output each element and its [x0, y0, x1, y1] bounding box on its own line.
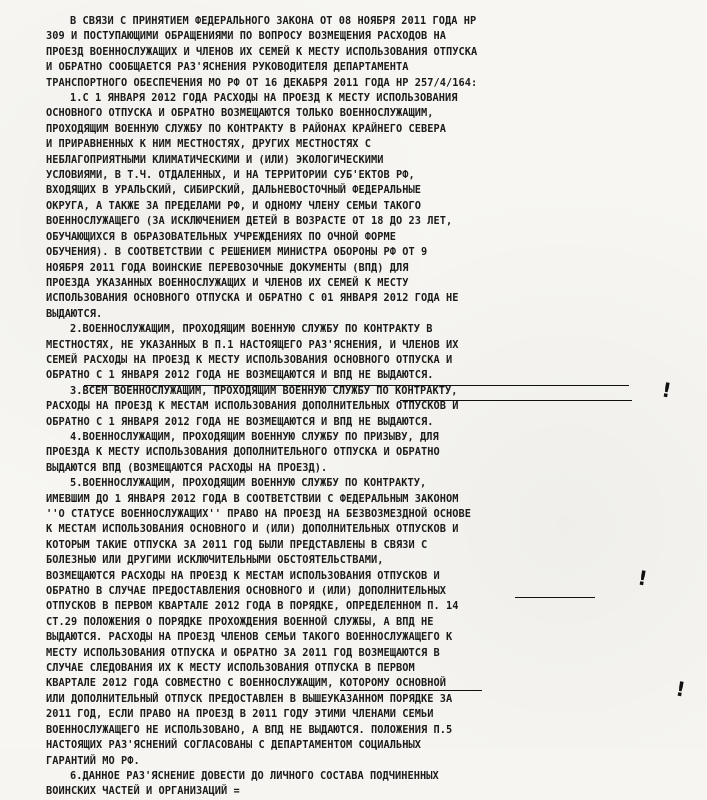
document-line: ОБРАТНО В СЛУЧАЕ ПРЕДОСТАВЛЕНИЯ ОСНОВНОГО И (ИЛИ) ДОПОЛНИТЕЛЬНЫХ — [46, 585, 446, 598]
document-line: КВАРТАЛЕ 2012 ГОДА СОВМЕСТНО С ВОЕННОСЛУЖАЩИМ, КОТОРОМУ ОСНОВНОЙ — [46, 677, 446, 690]
document-line: ОКРУГА, А ТАКЖЕ ЗА ПРЕДЕЛАМИ РФ, И ОДНОМУ ЧЛЕНУ СЕМЬИ ТАКОГО — [46, 199, 421, 212]
document-line: ГАРАНТИЙ МО РФ. — [46, 754, 140, 767]
document-line: ВОЕННОСЛУЖАЩЕГО (ЗА ИСКЛЮЧЕНИЕМ ДЕТЕЙ В ВОЗРАСТЕ ОТ 18 ДО 23 ЛЕТ, — [46, 215, 453, 228]
document-line: 1.С 1 ЯНВАРЯ 2012 ГОДА РАСХОДЫ НА ПРОЕЗД К МЕСТУ ИСПОЛЬЗОВАНИЯ — [70, 92, 458, 105]
document-line: ИСПОЛЬЗОВАНИЯ ОСНОВНОГО ОТПУСКА И ОБРАТНО С 01 ЯНВАРЯ 2012 ГОДА НЕ — [46, 292, 459, 305]
document-line: МЕСТУ ИСПОЛЬЗОВАНИЯ ОТПУСКА И ОБРАТНО ЗА 2011 ГОД ВОЗМЕЩАЮТСЯ В — [46, 646, 440, 659]
document-line: ОТПУСКОВ В ПЕРВОМ КВАРТАЛЕ 2012 ГОДА В ПОРЯДКЕ, ОПРЕДЕЛЕННОМ П. 14 — [46, 600, 459, 613]
paragraph-5 — [46, 476, 677, 769]
document-line: 2.ВОЕННОСЛУЖАЩИМ, ПРОХОДЯЩИМ ВОЕННУЮ СЛУЖБУ ПО КОНТРАКТУ В — [70, 323, 433, 336]
document-line: В СВЯЗИ С ПРИНЯТИЕМ ФЕДЕРАЛЬНОГО ЗАКОНА ОТ 08 НОЯБРЯ 2011 ГОДА НР — [70, 15, 477, 27]
document-line: СЛУЧАЕ СЛЕДОВАНИЯ ИХ К МЕСТУ ИСПОЛЬЗОВАНИЯ ОТПУСКА В ПЕРВОМ — [46, 662, 415, 675]
document-line: И ПРИРАВНЕННЫХ К НИМ МЕСТНОСТЯХ, ДРУГИХ МЕСТНОСТЯХ С — [46, 138, 371, 151]
document-line: ИМЕВШИМ ДО 1 ЯНВАРЯ 2012 ГОДА В СООТВЕТСТВИИ С ФЕДЕРАЛЬНЫМ ЗАКОНОМ — [46, 492, 459, 505]
document-line: ВЫДАЮТСЯ ВПД (ВОЗМЕЩАЮТСЯ РАСХОДЫ НА ПРОЕЗД). — [46, 461, 328, 474]
document-line: ВОЗМЕЩАЮТСЯ РАСХОДЫ НА ПРОЕЗД К МЕСТАМ ИСПОЛЬЗОВАНИЯ ОТПУСКОВ И — [46, 569, 440, 582]
margin-mark-3: ! — [673, 676, 688, 702]
paragraph-3 — [46, 384, 677, 430]
document-line: НАСТОЯЩИХ РАЗ'ЯСНЕНИЙ СОГЛАСОВАНЫ С ДЕПАРТАМЕНТОМ СОЦИАЛЬНЫХ — [46, 739, 421, 752]
document-line: ТРАНСПОРТНОГО ОБЕСПЕЧЕНИЯ МО РФ ОТ 16 ДЕКАБРЯ 2011 ГОДА НР 257/4/164: — [46, 76, 478, 89]
document-line: 5.ВОЕННОСЛУЖАЩИМ, ПРОХОДЯЩИМ ВОЕННУЮ СЛУЖБУ ПО КОНТРАКТУ, — [70, 477, 427, 490]
document-line: ПРОЕЗДА УКАЗАННЫХ ВОЕННОСЛУЖАЩИХ И ЧЛЕНОВ ИХ СЕМЕЙ К МЕСТУ — [46, 276, 409, 289]
paragraph-6 — [46, 769, 677, 800]
document-line: ВХОДЯЩИХ В УРАЛЬСКИЙ, СИБИРСКИЙ, ДАЛЬНЕВОСТОЧНЫЙ ФЕДЕРАЛЬНЫЕ — [46, 184, 421, 197]
document-line: ВОИНСКИХ ЧАСТЕЙ И ОРГАНИЗАЦИЙ = — [46, 785, 240, 798]
paragraph-intro — [46, 14, 677, 91]
document-line: ОБРАТНО С 1 ЯНВАРЯ 2012 ГОДА НЕ ВОЗМЕЩАЮТСЯ И ВПД НЕ ВЫДАЮТСЯ. — [46, 369, 434, 382]
document-line: НОЯБРЯ 2011 ГОДА ВОИНСКИЕ ПЕРЕВОЗОЧНЫЕ ДОКУМЕНТЫ (ВПД) ДЛЯ — [46, 261, 409, 274]
document-line: ВЫДАЮТСЯ. — [46, 307, 103, 320]
document-line: К МЕСТАМ ИСПОЛЬЗОВАНИЯ ОСНОВНОГО И (ИЛИ) ДОПОЛНИТЕЛЬНЫХ ОТПУСКОВ И — [46, 523, 459, 536]
document-line: ВОЕННОСЛУЖАЩЕГО НЕ ИСПОЛЬЗОВАНО, А ВПД НЕ ВЫДАЮТСЯ. ПОЛОЖЕНИЯ П.5 — [46, 723, 453, 736]
document-line: ПРОЕЗД ВОЕННОСЛУЖАЩИХ И ЧЛЕНОВ ИХ СЕМЕЙ К МЕСТУ ИСПОЛЬЗОВАНИЯ ОТПУСКА — [46, 45, 478, 58]
document-line: ОСНОВНОГО ОТПУСКА И ОБРАТНО ВОЗМЕЩАЮТСЯ ТОЛЬКО ВОЕННОСЛУЖАЩИМ, — [46, 107, 434, 120]
document-line: 3.ВСЕМ ВОЕННОСЛУЖАЩИМ, ПРОХОДЯЩИМ ВОЕННУЮ СЛУЖБУ ПО КОНТРАКТУ, — [70, 384, 458, 397]
paragraph-4 — [46, 430, 677, 476]
margin-mark-1: ! — [659, 377, 674, 403]
underline-stroke — [400, 400, 632, 401]
document-line: ОБУЧЕНИЯ). В СООТВЕТСТВИИ С РЕШЕНИЕМ МИНИСТРА ОБОРОНЫ РФ ОТ 9 — [46, 246, 428, 259]
document-line: 4.ВОЕННОСЛУЖАЩИМ, ПРОХОДЯЩИМ ВОЕННУЮ СЛУЖБУ ПО ПРИЗЫВУ, ДЛЯ — [70, 430, 439, 443]
document-line: ''О СТАТУСЕ ВОЕННОСЛУЖАЩИХ'' ПРАВО НА ПРОЕЗД НА БЕЗВОЗМЕЗДНОЙ ОСНОВЕ — [46, 508, 471, 520]
document-line: 309 И ПОСТУПАЮЩИМИ ОБРАЩЕНИЯМИ ПО ВОПРОСУ ВОЗМЕЩЕНИЯ РАСХОДОВ НА — [46, 30, 446, 43]
document-line: СЕМЕЙ РАСХОДЫ НА ПРОЕЗД К МЕСТУ ИСПОЛЬЗОВАНИЯ ОСНОВНОГО ОТПУСКА И — [46, 353, 453, 366]
paragraph-1 — [46, 91, 677, 322]
document-line: ОБРАТНО С 1 ЯНВАРЯ 2012 ГОДА НЕ ВОЗМЕЩАЮТСЯ И ВПД НЕ ВЫДАЮТСЯ. — [46, 415, 434, 428]
document-line: УСЛОВИЯМИ, В Т.Ч. ОТДАЛЕННЫХ, И НА ТЕРРИТОРИИ СУБ'ЕКТОВ РФ, — [46, 169, 415, 182]
underline-stroke — [340, 690, 482, 691]
document-line: НЕБЛАГОПРИЯТНЫМИ КЛИМАТИЧЕСКИМИ И (ИЛИ) ЭКОЛОГИЧЕСКИМИ — [46, 153, 384, 166]
underline-stroke — [84, 385, 629, 386]
margin-mark-2: ! — [635, 565, 650, 591]
document-line: ИЛИ ДОПОЛНИТЕЛЬНЫЙ ОТПУСК ПРЕДОСТАВЛЕН В ВЫШЕУКАЗАННОМ ПОРЯДКЕ ЗА — [46, 692, 453, 705]
document-line: ОБУЧАЮЩИХСЯ В ОБРАЗОВАТЕЛЬНЫХ УЧРЕЖДЕНИЯХ ПО ОЧНОЙ ФОРМЕ — [46, 230, 396, 243]
document-line: И ОБРАТНО СООБЩАЕТСЯ РАЗ'ЯСНЕНИЯ РУКОВОДИТЕЛЯ ДЕПАРТАМЕНТА — [46, 61, 409, 74]
document-line: СТ.29 ПОЛОЖЕНИЯ О ПОРЯДКЕ ПРОХОЖДЕНИЯ ВОЕННОЙ СЛУЖБЫ, А ВПД НЕ — [46, 615, 434, 628]
document-line: ВЫДАЮТСЯ. РАСХОДЫ НА ПРОЕЗД ЧЛЕНОВ СЕМЬИ ТАКОГО ВОЕННОСЛУЖАЩЕГО К — [46, 631, 453, 644]
document-line: 2011 ГОД, ЕСЛИ ПРАВО НА ПРОЕЗД В 2011 ГОДУ ЭТИМИ ЧЛЕНАМИ СЕМЬИ — [46, 708, 434, 721]
document-body — [46, 14, 677, 800]
document-line: МЕСТНОСТЯХ, НЕ УКАЗАННЫХ В П.1 НАСТОЯЩЕГО РАЗ'ЯСНЕНИЯ, И ЧЛЕНОВ ИХ — [46, 338, 459, 351]
paragraph-2 — [46, 322, 677, 384]
document-line: 6.ДАННОЕ РАЗ'ЯСНЕНИЕ ДОВЕСТИ ДО ЛИЧНОГО СОСТАВА ПОДЧИНЕННЫХ — [70, 769, 439, 782]
document-line: КОТОРЫМ ТАКИЕ ОТПУСКА ЗА 2011 ГОД БЫЛИ ПРЕДСТАВЛЕНЫ В СВЯЗИ С — [46, 538, 428, 551]
document-line: ПРОХОДЯЩИМ ВОЕННУЮ СЛУЖБУ ПО КОНТРАКТУ В РАЙОНАХ КРАЙНЕГО СЕВЕРА — [46, 122, 446, 135]
underline-stroke — [515, 597, 595, 598]
document-line: РАСХОДЫ НА ПРОЕЗД К МЕСТАМ ИСПОЛЬЗОВАНИЯ ДОПОЛНИТЕЛЬНЫХ ОТПУСКОВ И — [46, 400, 459, 413]
document-line: БОЛЕЗНЬЮ ИЛИ ДРУГИМИ ИСКЛЮЧИТЕЛЬНЫМИ ОБСТОЯТЕЛЬСТВАМИ, — [46, 554, 384, 567]
document-line: ПРОЕЗДА К МЕСТУ ИСПОЛЬЗОВАНИЯ ДОПОЛНИТЕЛЬНОГО ОТПУСКА И ОБРАТНО — [46, 446, 440, 459]
